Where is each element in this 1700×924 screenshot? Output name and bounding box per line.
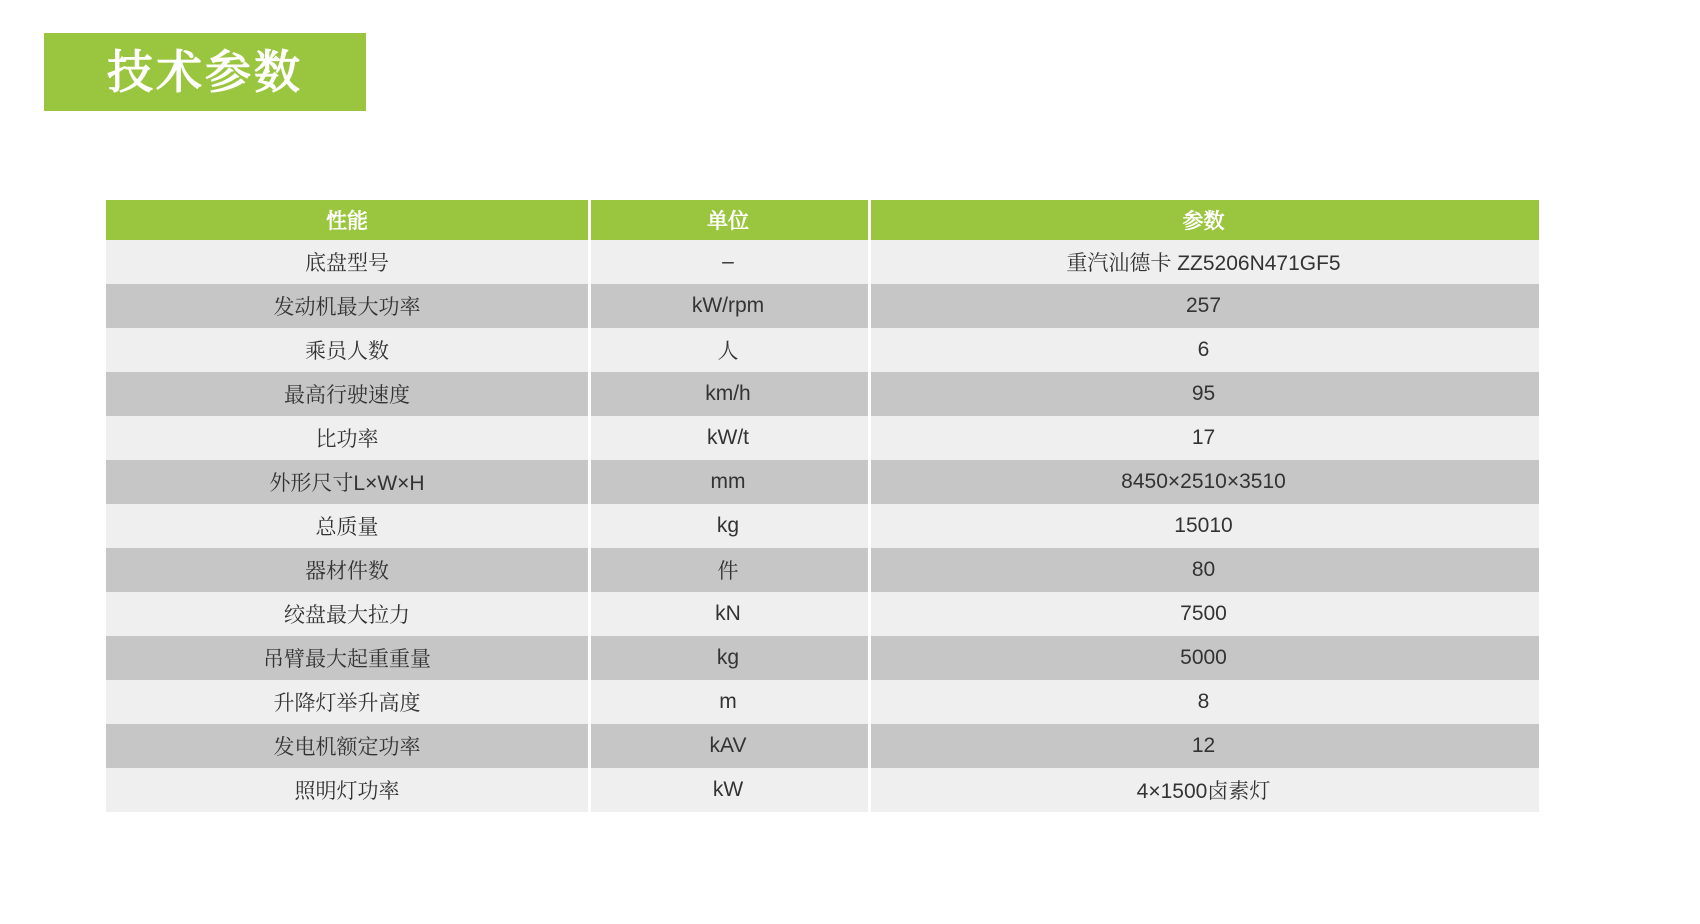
cell-performance: 底盘型号: [106, 240, 588, 284]
cell-value: 95: [868, 372, 1539, 416]
cell-value: 6: [868, 328, 1539, 372]
table-row: [106, 284, 1539, 328]
cell-performance: 外形尺寸L×W×H: [106, 460, 588, 504]
cell-value: 5000: [868, 636, 1539, 680]
cell-unit: km/h: [588, 372, 868, 416]
cell-value: 8: [868, 680, 1539, 724]
page-title-banner: [44, 33, 366, 111]
cell-performance: 乘员人数: [106, 328, 588, 372]
cell-unit: 件: [588, 548, 868, 592]
cell-performance: 绞盘最大拉力: [106, 592, 588, 636]
cell-unit: kg: [588, 636, 868, 680]
table-row: [106, 240, 1539, 284]
table-row: [106, 372, 1539, 416]
cell-value: 80: [868, 548, 1539, 592]
cell-performance: 最高行驶速度: [106, 372, 588, 416]
cell-unit: 人: [588, 328, 868, 372]
cell-performance: 发电机额定功率: [106, 724, 588, 768]
cell-unit: kW/t: [588, 416, 868, 460]
cell-unit: kg: [588, 504, 868, 548]
cell-performance: 发动机最大功率: [106, 284, 588, 328]
cell-value: 7500: [868, 592, 1539, 636]
table-row: [106, 768, 1539, 812]
cell-value: 重汽汕德卡 ZZ5206N471GF5: [868, 240, 1539, 284]
cell-unit: kN: [588, 592, 868, 636]
cell-value: 12: [868, 724, 1539, 768]
cell-unit: kW/rpm: [588, 284, 868, 328]
table-row: [106, 504, 1539, 548]
cell-performance: 照明灯功率: [106, 768, 588, 812]
table-header: [106, 200, 1539, 240]
cell-value: 17: [868, 416, 1539, 460]
table-row: [106, 548, 1539, 592]
table-row: [106, 724, 1539, 768]
cell-value: 8450×2510×3510: [868, 460, 1539, 504]
technical-parameters-table: [106, 200, 1539, 812]
cell-value: 15010: [868, 504, 1539, 548]
cell-performance: 吊臂最大起重重量: [106, 636, 588, 680]
cell-performance: 升降灯举升高度: [106, 680, 588, 724]
cell-performance: 器材件数: [106, 548, 588, 592]
cell-unit: kW: [588, 768, 868, 812]
table-row: [106, 680, 1539, 724]
column-header-unit: 单位: [588, 200, 868, 240]
page-title: 技术参数: [107, 46, 303, 98]
table-row: [106, 460, 1539, 504]
table-row: [106, 328, 1539, 372]
table-row: [106, 636, 1539, 680]
column-header-parameter: 参数: [868, 200, 1539, 240]
table-body: [106, 240, 1539, 812]
cell-unit: mm: [588, 460, 868, 504]
cell-performance: 总质量: [106, 504, 588, 548]
table-row: [106, 592, 1539, 636]
table-row: [106, 416, 1539, 460]
cell-value: 4×1500卤素灯: [868, 768, 1539, 812]
cell-unit: –: [588, 240, 868, 284]
table-header-row: [106, 200, 1539, 240]
cell-unit: kAV: [588, 724, 868, 768]
cell-performance: 比功率: [106, 416, 588, 460]
cell-value: 257: [868, 284, 1539, 328]
column-header-performance: 性能: [106, 200, 588, 240]
cell-unit: m: [588, 680, 868, 724]
